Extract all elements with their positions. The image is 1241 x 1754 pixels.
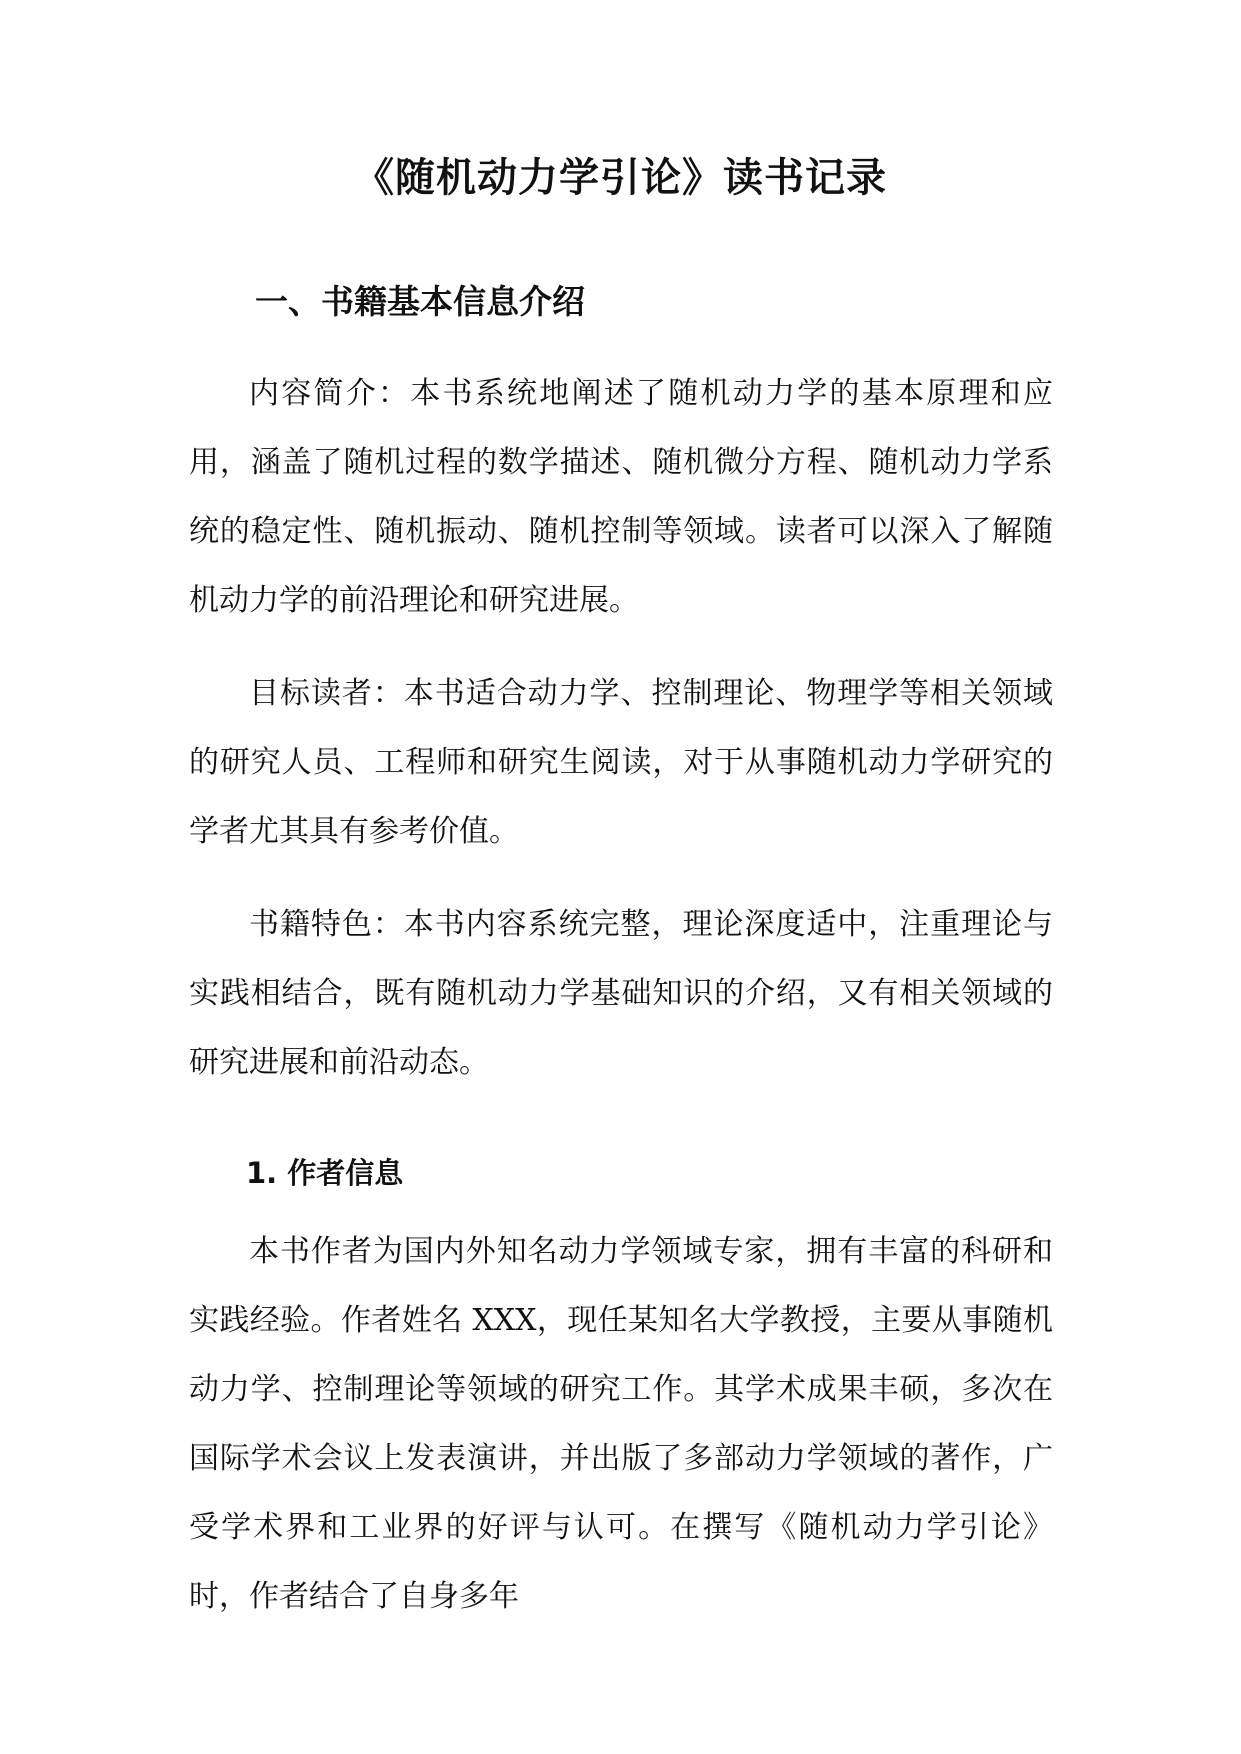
paragraph-author-info: 本书作者为国内外知名动力学领域专家，拥有丰富的科研和实践经验。作者姓名 XXX，现任某知名大学教授，主要从事随机动力学、控制理论等领域的研究工作。其学术成果丰硕，多次在国际学术会议上发表演讲，并出版了多部动力学领域的著作，广受学术界和工业界的好评与认可。在撰写《随机动力学引论》时，作者结合了自身多年 (189, 1234, 1053, 1614)
paragraph-target-readers: 目标读者：本书适合动力学、控制理论、物理学等相关领域的研究人员、工程师和研究生阅读，对于从事随机动力学研究的学者尤其具有参考价值。 (189, 676, 1053, 849)
document-title: 《随机动力学引论》读书记录 (354, 154, 887, 201)
paragraph-content-summary: 内容简介：本书系统地阐述了随机动力学的基本原理和应用，涵盖了随机过程的数学描述、随机微分方程、随机动力学系统的稳定性、随机振动、随机控制等领域。读者可以深入了解随机动力学的前沿理论和研究进展。 (189, 376, 1053, 618)
subsection-heading-author-info: 1. 作者信息 (246, 1156, 404, 1190)
paragraph-book-features: 书籍特色：本书内容系统完整，理论深度适中，注重理论与实践相结合，既有随机动力学基础知识的介绍，又有相关领域的研究进展和前沿动态。 (189, 907, 1053, 1080)
section-heading-basic-info: 一、书籍基本信息介绍 (255, 282, 585, 321)
